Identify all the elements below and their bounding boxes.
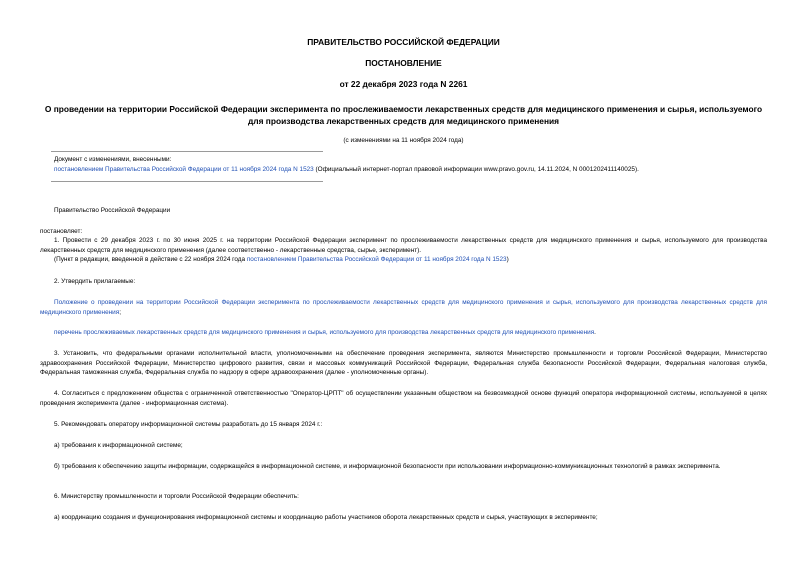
amendment-note: (с изменениями на 11 ноября 2024 года) bbox=[343, 137, 464, 144]
divider-bottom bbox=[51, 181, 323, 182]
changes-source: (Официальный интернет-портал правовой информации www.pravo.gov.ru, 14.11.2024, N 0001202411140025). bbox=[313, 166, 639, 173]
p1-note-suffix: ) bbox=[506, 256, 509, 263]
paragraph-1-note bbox=[40, 255, 767, 265]
decrees-line: постановляет: bbox=[40, 228, 83, 235]
paragraph-4: 4. Согласиться с предложением общества с ограниченной ответственностью "Оператор-ЦРПТ" об осуществлении указанным обществом на безвозмездной основе функций оператора информационной системы, используемой в целях проведения эксперимента (далее - информационная система). bbox=[40, 390, 767, 407]
regulation-link[interactable]: Положение о проведении на территории Российской Федерации эксперимента по прослеживаемости лекарственных средств для медицинского применения и сырья, используемого для производства лекарственных средств для медицинского применения bbox=[40, 299, 767, 316]
doc-date-number: от 22 декабря 2023 года N 2261 bbox=[339, 79, 468, 89]
p1-note-link[interactable]: постановлением Правительства Российской Федерации от 11 ноября 2024 года N 1523 bbox=[246, 256, 507, 263]
list-link[interactable]: перечень прослеживаемых лекарственных средств для медицинского применения и сырья, используемого для производства лекарственных средств для медицинского применения bbox=[54, 329, 595, 336]
divider-top bbox=[51, 151, 323, 152]
doc-type-heading: ПОСТАНОВЛЕНИЕ bbox=[365, 58, 442, 68]
p2b-end: . bbox=[594, 329, 596, 336]
p2a-end: ; bbox=[119, 308, 121, 316]
paragraph-5: 5. Рекомендовать оператору информационной системы разработать до 15 января 2024 г.: bbox=[54, 421, 323, 428]
document-title: О проведении на территории Российской Федерации эксперимента по прослеживаемости лекарственных средств для медицинского применения и сырья, используемого для производства лекарственных средств для медицинского применения bbox=[44, 104, 763, 126]
paragraph-3: 3. Установить, что федеральными органами исполнительной власти, уполномоченными на обеспечение проведения эксперимента, являются Министерство промышленности и торговли Российской Федерации, Министерство здравоохранения Российской Федерации, Министерство цифрового развития, связи и массовых коммуникаций Российской Федерации, Федеральная служба безопасности Российской Федерации, Федеральная налоговая служба, Федеральная таможенная служба, Федеральная служба по надзору в сфере здравоохранения (далее - уполномоченные органы). bbox=[40, 350, 767, 376]
government-heading: ПРАВИТЕЛЬСТВО РОССИЙСКОЙ ФЕДЕРАЦИИ bbox=[307, 37, 500, 47]
changes-reference bbox=[54, 165, 766, 175]
paragraph-6-item-a: а) координацию создания и функционирования информационной системы и координацию работы участников оборота лекарственных средств и сырья, участвующих в эксперименте; bbox=[54, 514, 598, 521]
changes-intro: Документ с изменениями, внесенными: bbox=[54, 156, 172, 163]
paragraph-1: 1. Провести с 29 декабря 2023 г. по 30 июня 2025 г. на территории Российской Федерации эксперимент по прослеживаемости лекарственных средств для медицинского применения и сырья, используемого для производства лекарственных средств для медицинского применения (далее соответственно - лекарственные средства, сырье, эксперимент). bbox=[40, 237, 767, 254]
p1-note-prefix: (Пункт в редакции, введенной в действие с 22 ноября 2024 года bbox=[54, 256, 247, 263]
paragraph-5-item-a: а) требования к информационной системе; bbox=[54, 442, 183, 449]
paragraph-2-item-b bbox=[40, 328, 767, 338]
paragraph-2: 2. Утвердить прилагаемые: bbox=[54, 278, 136, 285]
paragraph-6: 6. Министерству промышленности и торговли Российской Федерации обеспечить: bbox=[54, 493, 299, 500]
amending-decree-link[interactable]: постановлением Правительства Российской Федерации от 11 ноября 2024 года N 1523 bbox=[54, 166, 314, 173]
paragraph-2-item-a bbox=[40, 298, 767, 317]
subject-line: Правительство Российской Федерации bbox=[54, 207, 171, 214]
paragraph-5-item-b: б) требования к обеспечению защиты информации, содержащейся в информационной системе, и информационной безопасности при использовании информационно-коммуникационных технологий в рамках эксперимента. bbox=[54, 463, 721, 470]
